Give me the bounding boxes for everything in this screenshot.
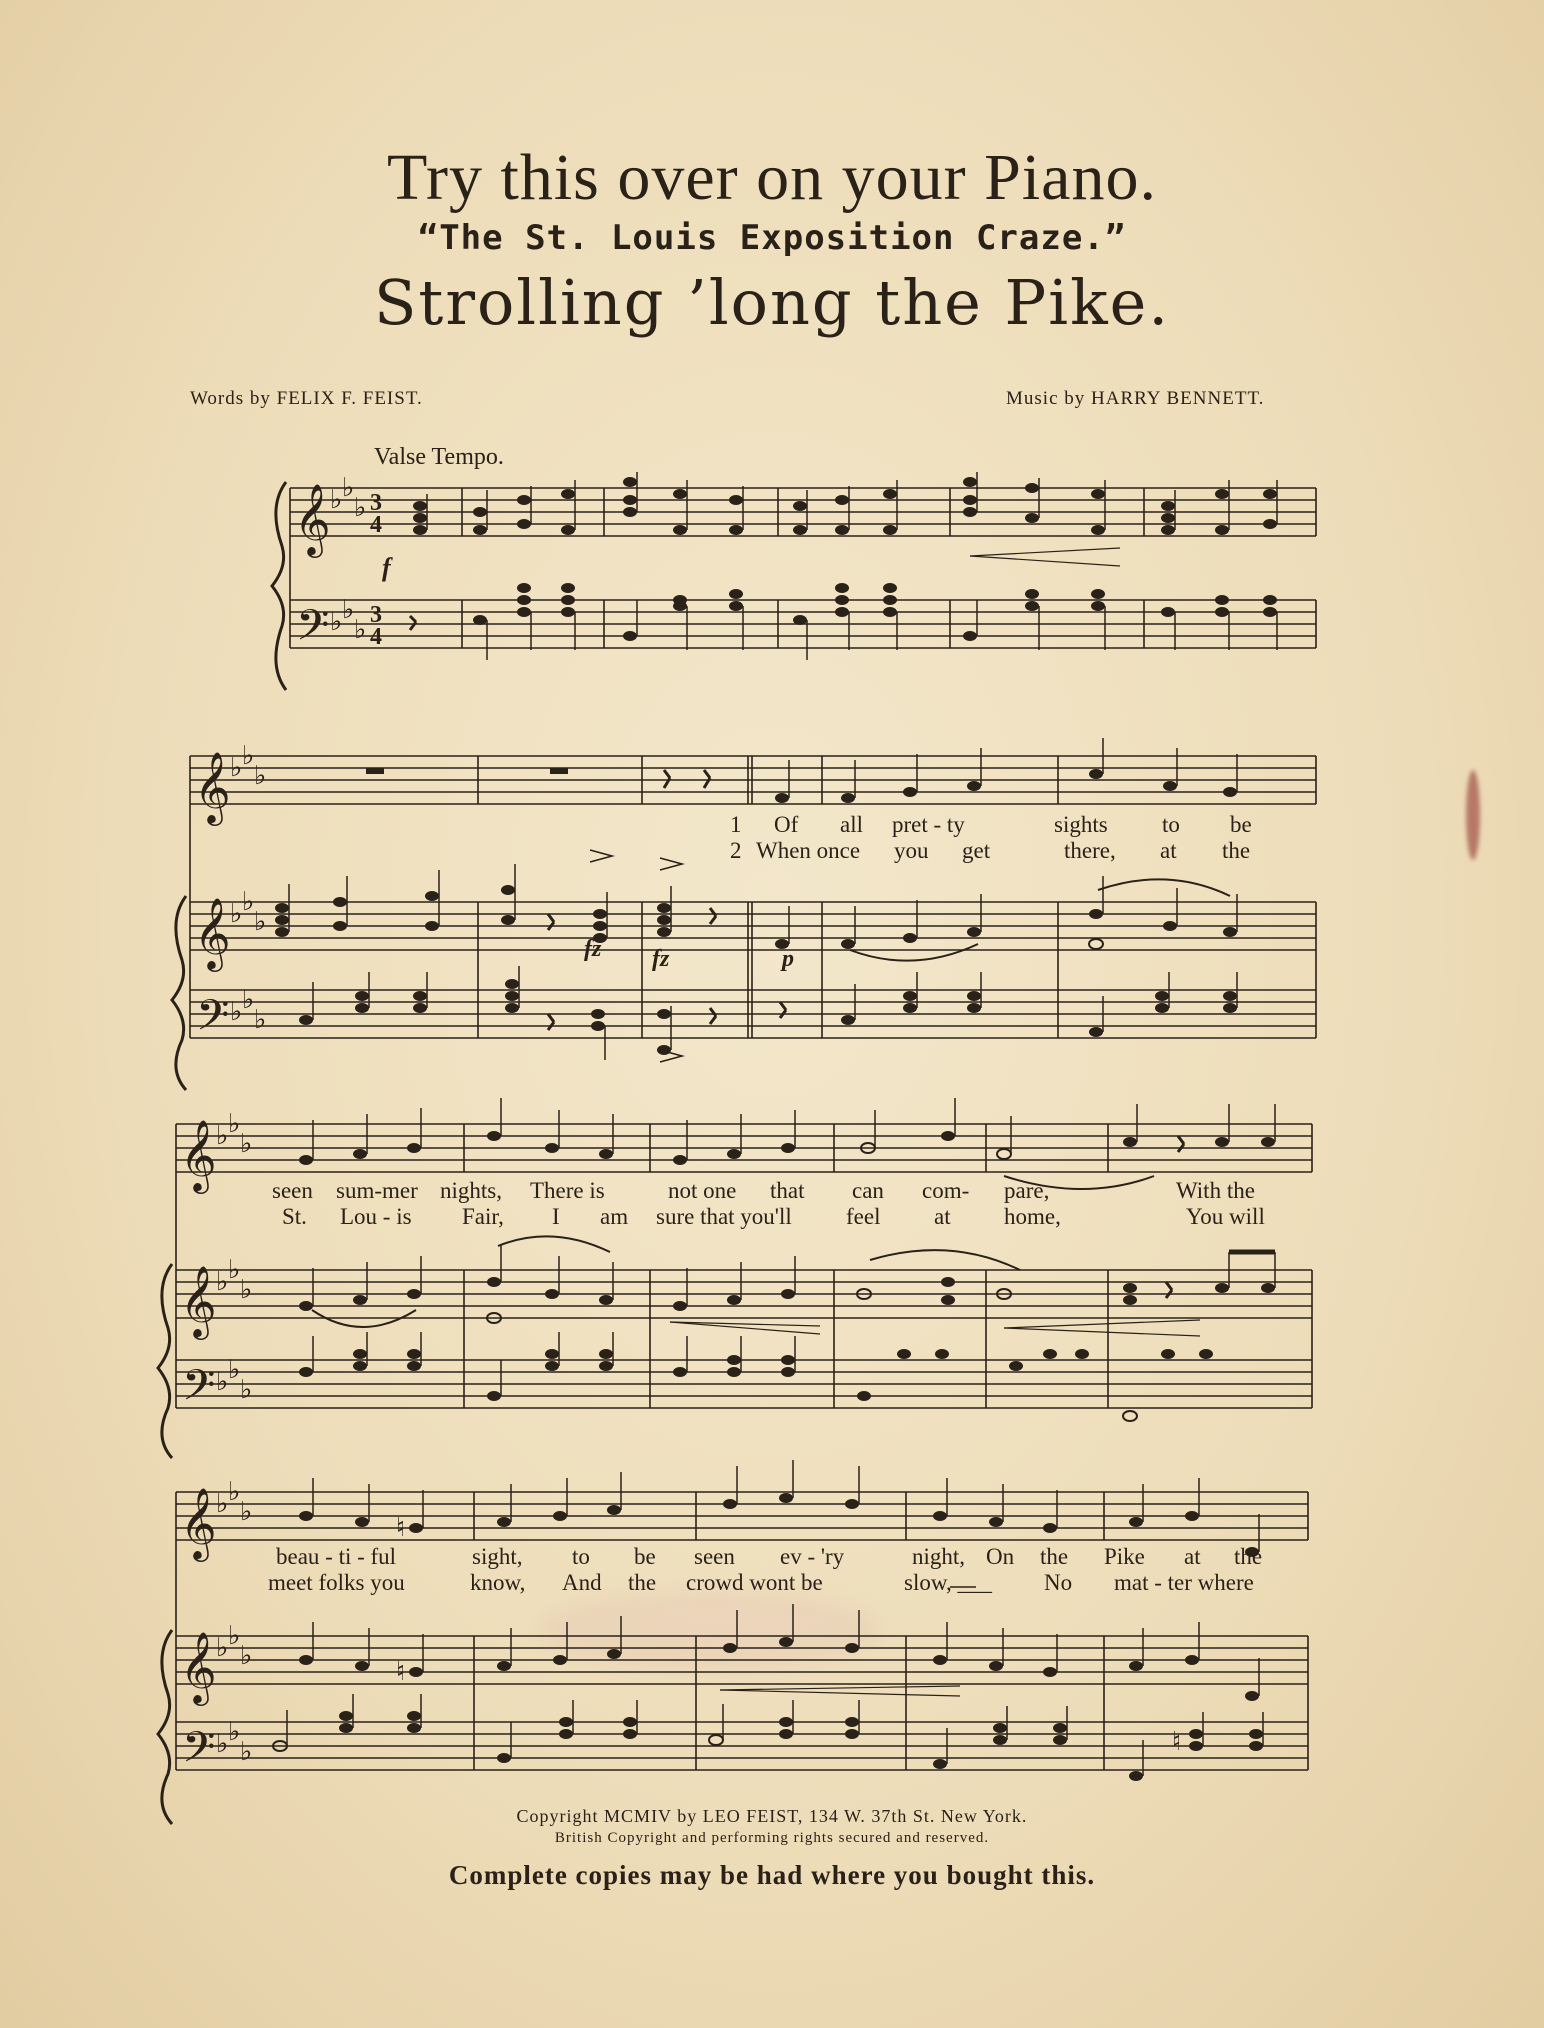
- svg-text:♭: ♭: [216, 1489, 229, 1519]
- lyric: to: [572, 1544, 590, 1569]
- lyric: St.: [282, 1204, 307, 1229]
- lyric: nights,: [440, 1178, 502, 1203]
- lyric: seen: [272, 1178, 313, 1203]
- lyric: am: [600, 1204, 629, 1229]
- svg-text:♮: ♮: [1172, 1727, 1182, 1757]
- lyric: seen: [694, 1544, 735, 1569]
- svg-text:♭: ♭: [240, 1275, 253, 1305]
- system-1: [272, 472, 1316, 690]
- svg-text:𝄢: 𝄢: [182, 1361, 216, 1421]
- svg-text:♭: ♭: [330, 607, 343, 637]
- tempo-marking: Valse Tempo.: [374, 444, 504, 470]
- svg-text:♭: ♭: [254, 761, 267, 791]
- svg-text:♭: ♭: [240, 1375, 253, 1405]
- svg-text:♭: ♭: [354, 493, 367, 523]
- svg-text:4: 4: [370, 512, 382, 538]
- svg-text:𝄞: 𝄞: [180, 1486, 217, 1559]
- lyric: 2: [730, 838, 742, 863]
- composer-credit: Music by HARRY BENNETT.: [1006, 388, 1265, 409]
- lyric: get: [962, 838, 991, 863]
- lyric: at: [1160, 838, 1177, 863]
- lyricist-credit: Words by FELIX F. FEIST.: [190, 388, 423, 409]
- lyric: mat - ter where: [1114, 1570, 1254, 1595]
- svg-text:𝄞: 𝄞: [194, 750, 231, 823]
- lyric: the: [628, 1570, 657, 1595]
- svg-text:4: 4: [370, 624, 382, 650]
- svg-text:♭: ♭: [254, 907, 267, 937]
- system-3: [158, 1098, 1312, 1458]
- lyric: meet folks you: [268, 1570, 405, 1595]
- svg-text:♭: ♭: [228, 1109, 241, 1139]
- lyric: at: [1184, 1544, 1201, 1569]
- copyright-line: Copyright MCMIV by LEO FEIST, 134 W. 37th St. New York.: [516, 1806, 1028, 1826]
- svg-text:𝄞: 𝄞: [294, 482, 331, 555]
- lyric: 1: [730, 812, 742, 837]
- svg-text:♭: ♭: [216, 1729, 229, 1759]
- lyric: beau - ti - ful: [276, 1544, 397, 1569]
- svg-text:♭: ♭: [228, 1621, 241, 1651]
- svg-text:♭: ♭: [216, 1267, 229, 1297]
- svg-text:𝄞: 𝄞: [180, 1118, 217, 1191]
- dynamic-fz-1: fz: [584, 936, 602, 962]
- dynamic-piano: p: [782, 946, 794, 972]
- dynamic-fz-2: fz: [652, 946, 670, 972]
- svg-text:♭: ♭: [240, 1641, 253, 1671]
- svg-text:♭: ♭: [228, 1255, 241, 1285]
- lyric: all: [840, 812, 863, 837]
- svg-text:♭: ♭: [242, 985, 255, 1015]
- system-4: [158, 1460, 1308, 1824]
- svg-text:♭: ♭: [230, 899, 243, 929]
- header-line-1: Try this over on your Piano.: [387, 141, 1157, 214]
- svg-text:𝄞: 𝄞: [180, 1264, 217, 1337]
- lyric: home,: [1004, 1204, 1061, 1229]
- svg-text:𝄞: 𝄞: [194, 896, 231, 969]
- svg-text:♭: ♭: [216, 1121, 229, 1151]
- svg-text:♭: ♭: [254, 1005, 267, 1035]
- svg-text:♭: ♭: [228, 1355, 241, 1385]
- svg-text:♭: ♭: [242, 887, 255, 917]
- svg-text:♭: ♭: [230, 753, 243, 783]
- lyric: pare,: [1004, 1178, 1050, 1203]
- lyric: Lou - is: [340, 1204, 412, 1229]
- lyric: sights: [1054, 812, 1108, 837]
- lyric: No: [1044, 1570, 1073, 1595]
- header-line-2: “The St. Louis Exposition Craze.”: [417, 218, 1127, 258]
- svg-text:♭: ♭: [228, 1477, 241, 1507]
- lyric: com-: [922, 1178, 970, 1203]
- lyric: the: [1222, 838, 1251, 863]
- svg-text:♭: ♭: [242, 741, 255, 771]
- lyric: There is: [530, 1178, 605, 1203]
- lyric: ev - 'ry: [780, 1544, 845, 1569]
- lyric: be: [634, 1544, 656, 1569]
- lyric: Pike: [1104, 1544, 1145, 1569]
- svg-text:𝄢: 𝄢: [296, 601, 330, 661]
- lyric: Of: [774, 812, 799, 837]
- lyric: You will: [1186, 1204, 1265, 1229]
- svg-text:♭: ♭: [330, 485, 343, 515]
- svg-text:♭: ♭: [216, 1367, 229, 1397]
- lyric: slow, ___: [904, 1570, 992, 1595]
- svg-text:♭: ♭: [230, 997, 243, 1027]
- lyric: sum-mer: [336, 1178, 418, 1203]
- purchase-note: Complete copies may be had where you bought this.: [448, 1860, 1096, 1890]
- lyric: that: [770, 1178, 805, 1203]
- lyric: the: [1040, 1544, 1069, 1569]
- lyric: sight,: [472, 1544, 523, 1569]
- lyric: Fair,: [462, 1204, 504, 1229]
- lyric: crowd wont be: [686, 1570, 823, 1595]
- lyric: know,: [470, 1570, 526, 1595]
- svg-text:♭: ♭: [240, 1737, 253, 1767]
- song-title: Strolling ’long the Pike.: [373, 266, 1171, 339]
- svg-text:♮: ♮: [396, 1657, 406, 1687]
- svg-text:♭: ♭: [342, 473, 355, 503]
- lyric: sure that you'll: [656, 1204, 792, 1229]
- system-2: [172, 738, 1316, 1090]
- svg-text:♭: ♭: [354, 615, 367, 645]
- lyric: And: [562, 1570, 602, 1595]
- lyric: not one: [668, 1178, 737, 1203]
- lyric: to: [1162, 812, 1180, 837]
- svg-text:𝄢: 𝄢: [182, 1723, 216, 1783]
- lyric: be: [1230, 812, 1252, 837]
- lyric: With the: [1176, 1178, 1255, 1203]
- lyric: I: [552, 1204, 560, 1229]
- svg-text:♮: ♮: [396, 1513, 406, 1543]
- svg-text:𝄢: 𝄢: [196, 991, 230, 1051]
- lyric: you: [894, 838, 929, 863]
- svg-text:♭: ♭: [216, 1633, 229, 1663]
- svg-text:3: 3: [370, 602, 382, 628]
- lyric: night,: [912, 1544, 966, 1569]
- lyric: there,: [1064, 838, 1116, 863]
- dynamic-forte: f: [382, 553, 391, 582]
- svg-text:♭: ♭: [342, 595, 355, 625]
- lyric: pret - ty: [892, 812, 965, 837]
- lyric: feel: [846, 1204, 881, 1229]
- svg-text:3: 3: [370, 490, 382, 516]
- svg-text:𝄞: 𝄞: [180, 1630, 217, 1703]
- lyric: can: [852, 1178, 884, 1203]
- lyric: the: [1234, 1544, 1263, 1569]
- lyric: On: [986, 1544, 1015, 1569]
- svg-text:♭: ♭: [240, 1497, 253, 1527]
- svg-text:♭: ♭: [228, 1717, 241, 1747]
- svg-text:♭: ♭: [240, 1129, 253, 1159]
- lyric: When once: [756, 838, 861, 863]
- rights-line: British Copyright and performing rights secured and reserved.: [554, 1830, 990, 1846]
- lyric: at: [934, 1204, 951, 1229]
